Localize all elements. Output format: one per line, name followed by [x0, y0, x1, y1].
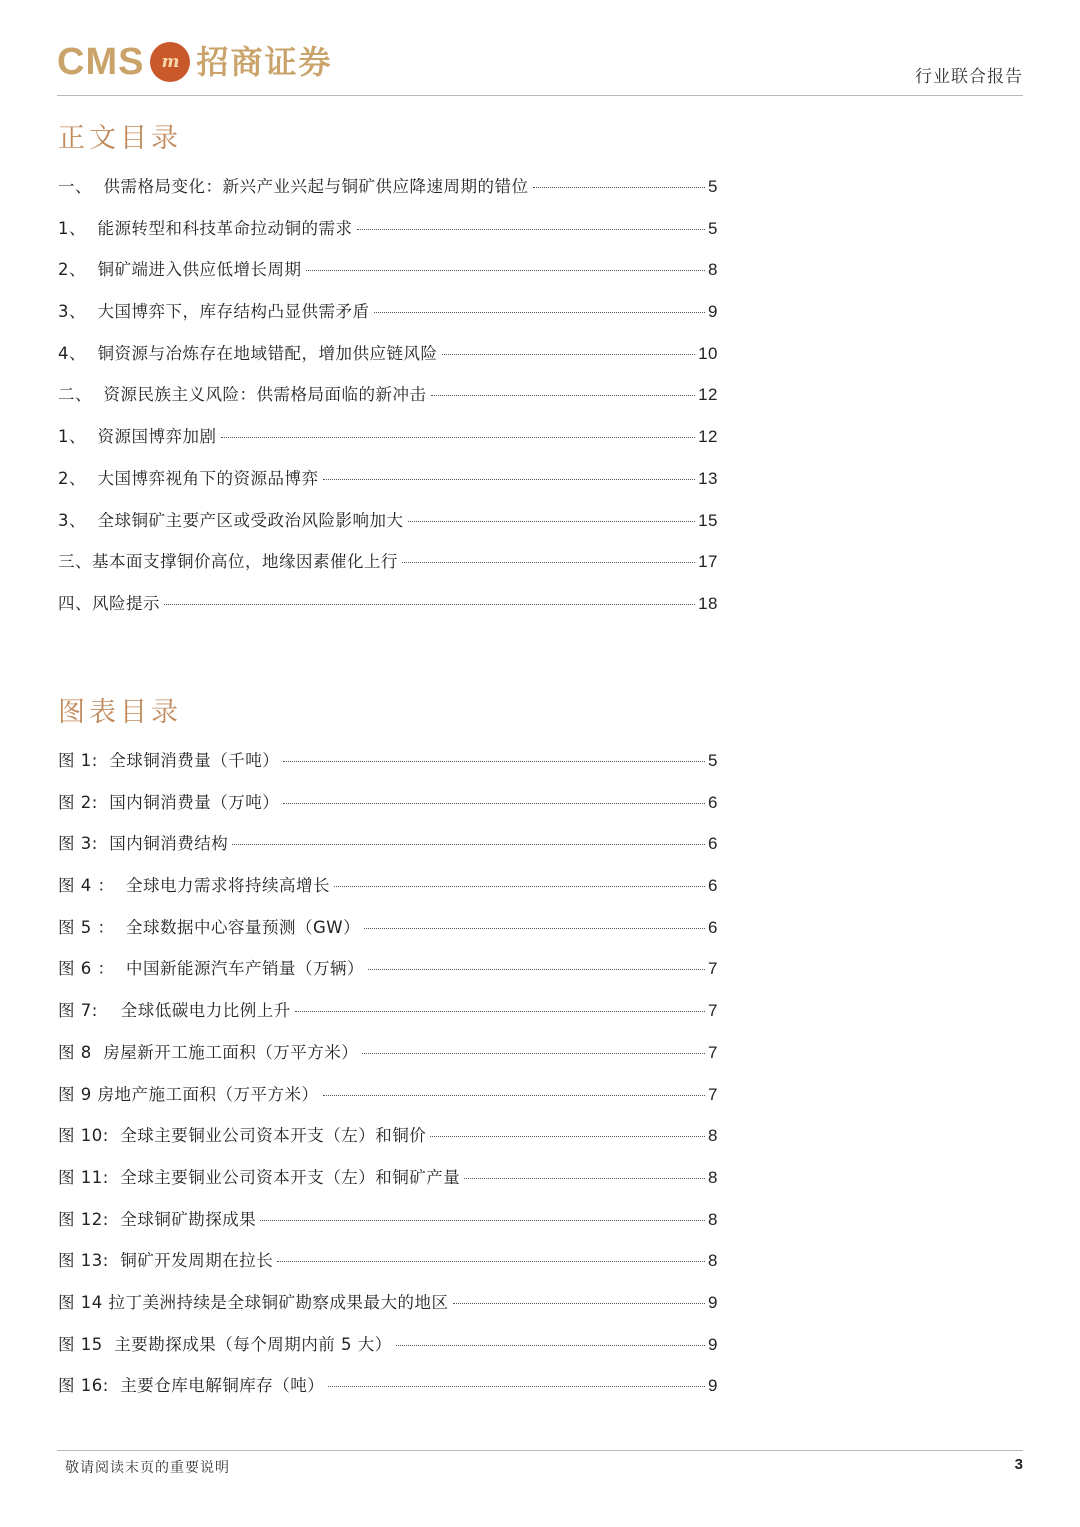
toc-entry-label: 图 3: 国内铜消费结构 [58, 834, 229, 854]
toc-leader-dots [453, 1303, 706, 1304]
toc-leader-dots [357, 229, 706, 230]
toc-entry-page: 7 [708, 1001, 718, 1021]
toc-entry-page: 8 [708, 1126, 718, 1146]
toc-entry-label: 3、 大国博弈下，库存结构凸显供需矛盾 [58, 302, 370, 322]
toc-entry[interactable] [58, 215, 718, 257]
toc-main-title: 正文目录 [58, 123, 182, 154]
toc-entry[interactable] [58, 381, 718, 423]
toc-entry-page: 8 [708, 1251, 718, 1271]
toc-entry-label: 图 7: 全球低碳电力比例上升 [58, 1001, 291, 1021]
toc-entry[interactable] [58, 997, 718, 1039]
toc-entry-page: 5 [708, 751, 718, 770]
toc-entry-page: 13 [698, 468, 718, 488]
toc-leader-dots [232, 844, 705, 845]
toc-leader-dots [464, 1178, 705, 1179]
toc-entry-label: 图 5 ： 全球数据中心容量预测（GW） [58, 917, 361, 937]
toc-leader-dots [533, 187, 706, 188]
toc-entry-label: 2、 大国博弈视角下的资源品博弈 [58, 468, 319, 488]
toc-entry[interactable] [58, 1122, 718, 1164]
toc-leader-dots [164, 604, 695, 605]
toc-entry-page: 8 [708, 1167, 718, 1187]
header-divider [57, 95, 1023, 96]
toc-leader-dots [334, 886, 705, 887]
toc-entry[interactable] [58, 1289, 718, 1331]
toc-entry-label: 图 4 ： 全球电力需求将持续高增长 [58, 876, 330, 896]
logo-chinese-text: 招商证券 [196, 43, 333, 81]
toc-entry[interactable] [58, 465, 718, 507]
toc-entry-label: 图 13: 铜矿开发周期在拉长 [58, 1251, 274, 1271]
toc-leader-dots [277, 1261, 705, 1262]
toc-entry-label: 1、 能源转型和科技革命拉动铜的需求 [58, 218, 353, 238]
footer-disclaimer: 敬请阅读末页的重要说明 [65, 1460, 230, 1476]
toc-entry-label: 图 8 房屋新开工施工面积（万平方米） [58, 1042, 359, 1062]
toc-entry[interactable] [58, 590, 718, 632]
toc-leader-dots [364, 928, 705, 929]
toc-entry[interactable] [58, 1081, 718, 1123]
toc-entry-label: 图 9 房地产施工面积（万平方米） [58, 1084, 319, 1104]
toc-entry-page: 8 [708, 1209, 718, 1229]
toc-entry-page: 7 [708, 959, 718, 979]
toc-leader-dots [431, 395, 696, 396]
toc-entry-page: 6 [708, 917, 718, 937]
toc-entry[interactable] [58, 507, 718, 549]
toc-leader-dots [295, 1011, 705, 1012]
toc-entry-label: 2、 铜矿端进入供应低增长周期 [58, 260, 302, 280]
toc-figures-list [58, 747, 718, 1414]
toc-entry-page: 8 [708, 260, 718, 280]
toc-entry-page: 18 [698, 593, 718, 613]
toc-entry[interactable] [58, 1206, 718, 1248]
page-number: 3 [1014, 1456, 1023, 1473]
logo-latin-text: CMS [57, 41, 145, 83]
toc-leader-dots [374, 312, 706, 313]
toc-entry[interactable] [58, 830, 718, 872]
toc-entry-page: 6 [708, 834, 718, 854]
toc-entry[interactable] [58, 955, 718, 997]
toc-leader-dots [323, 1095, 706, 1096]
toc-leader-dots [442, 354, 696, 355]
toc-entry-label: 图 15 主要勘探成果（每个周期内前 5 大） [58, 1334, 392, 1354]
toc-entry-label: 4、 铜资源与冶炼存在地域错配，增加供应链风险 [58, 343, 438, 363]
toc-entry-page: 12 [698, 385, 718, 405]
toc-entry[interactable] [58, 423, 718, 465]
toc-entry[interactable] [58, 256, 718, 298]
toc-entry[interactable] [58, 548, 718, 590]
logo-emblem-icon: m [150, 42, 190, 82]
toc-entry-label: 一、 供需格局变化：新兴产业兴起与铜矿供应降速周期的错位 [58, 177, 529, 196]
toc-entry-label: 四、风险提示 [58, 593, 160, 613]
toc-entry[interactable] [58, 340, 718, 382]
toc-leader-dots [408, 521, 696, 522]
toc-leader-dots [362, 1053, 705, 1054]
toc-entry-page: 7 [708, 1084, 718, 1104]
toc-entry-label: 二、 资源民族主义风险：供需格局面临的新冲击 [58, 385, 427, 405]
toc-entry-page: 5 [708, 177, 718, 196]
toc-entry-page: 15 [698, 510, 718, 530]
toc-entry[interactable] [58, 1372, 718, 1414]
toc-entry-page: 7 [708, 1042, 718, 1062]
toc-entry-label: 图 1: 全球铜消费量（千吨） [58, 751, 280, 770]
toc-entry-page: 9 [708, 302, 718, 322]
toc-leader-dots [306, 270, 706, 271]
toc-entry-page: 17 [698, 552, 718, 572]
page-header [57, 38, 1023, 98]
toc-leader-dots [396, 1345, 705, 1346]
toc-entry[interactable] [58, 298, 718, 340]
toc-entry[interactable] [58, 1039, 718, 1081]
toc-entry[interactable] [58, 1331, 718, 1373]
company-logo [57, 38, 332, 86]
toc-entry-label: 图 12: 全球铜矿勘探成果 [58, 1209, 257, 1229]
toc-leader-dots [283, 761, 705, 762]
toc-leader-dots [402, 562, 695, 563]
toc-main-list [58, 173, 718, 632]
footer-divider [57, 1450, 1023, 1451]
toc-entry-page: 9 [708, 1334, 718, 1354]
toc-entry[interactable] [58, 1164, 718, 1206]
toc-entry[interactable] [58, 789, 718, 831]
toc-entry[interactable] [58, 747, 718, 789]
toc-entry-page: 5 [708, 218, 718, 238]
toc-entry-label: 图 6 ： 中国新能源汽车产销量（万辆） [58, 959, 364, 979]
toc-figures-title: 图表目录 [58, 697, 182, 728]
toc-entry[interactable] [58, 914, 718, 956]
toc-entry-page: 12 [698, 427, 718, 447]
toc-leader-dots [283, 803, 705, 804]
toc-entry-label: 1、 资源国博弈加剧 [58, 427, 217, 447]
toc-leader-dots [221, 437, 696, 438]
toc-leader-dots [260, 1220, 705, 1221]
toc-entry-label: 图 2: 国内铜消费量（万吨） [58, 792, 280, 812]
toc-entry-label: 图 14 拉丁美洲持续是全球铜矿勘察成果最大的地区 [58, 1292, 449, 1312]
toc-leader-dots [323, 479, 696, 480]
toc-entry[interactable] [58, 173, 718, 215]
toc-entry[interactable] [58, 1247, 718, 1289]
toc-entry-page: 10 [698, 343, 718, 363]
toc-leader-dots [328, 1386, 705, 1387]
toc-entry[interactable] [58, 872, 718, 914]
toc-entry-label: 图 10: 全球主要铜业公司资本开支（左）和铜价 [58, 1126, 427, 1146]
toc-entry-label: 三、基本面支撑铜价高位，地缘因素催化上行 [58, 552, 398, 572]
toc-entry-page: 6 [708, 792, 718, 812]
toc-entry-page: 9 [708, 1292, 718, 1312]
toc-leader-dots [430, 1136, 705, 1137]
toc-entry-label: 图 16: 主要仓库电解铜库存（吨） [58, 1376, 325, 1396]
toc-entry-page: 6 [708, 876, 718, 896]
toc-entry-label: 图 11: 全球主要铜业公司资本开支（左）和铜矿产量 [58, 1167, 461, 1187]
toc-entry-label: 3、 全球铜矿主要产区或受政治风险影响加大 [58, 510, 404, 530]
report-type: 行业联合报告 [915, 67, 1023, 87]
toc-leader-dots [368, 969, 705, 970]
toc-entry-page: 9 [708, 1376, 718, 1396]
